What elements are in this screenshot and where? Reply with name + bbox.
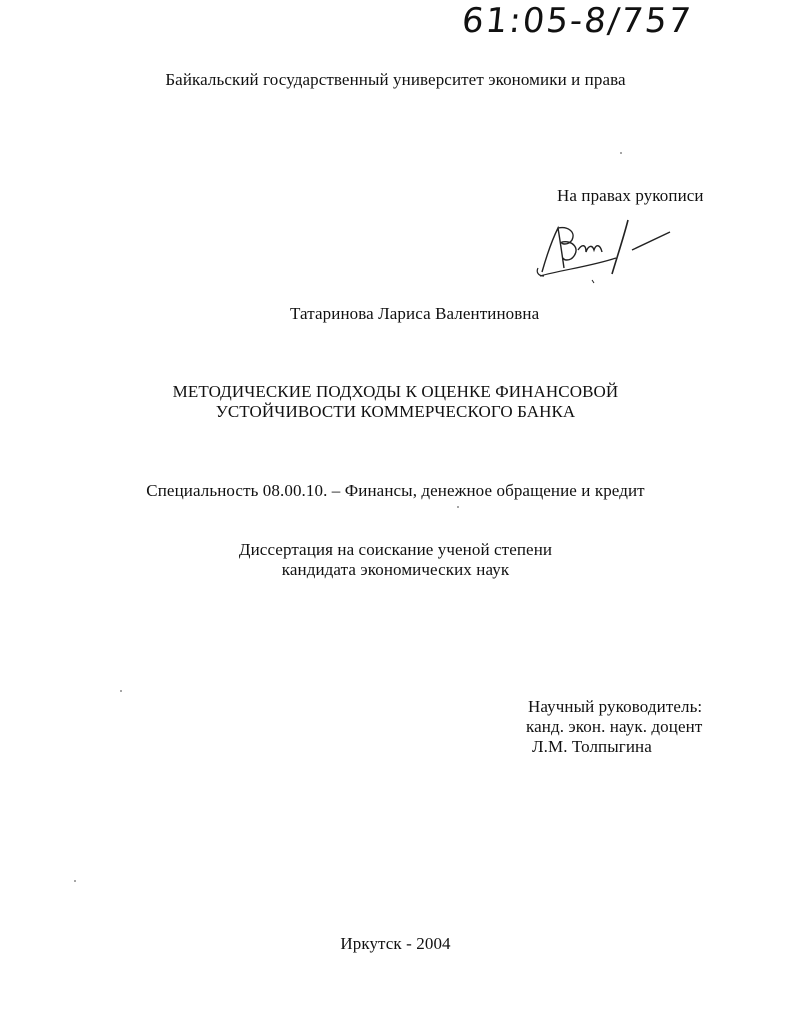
- supervisor-name: Л.М. Толпыгина: [532, 737, 652, 756]
- scan-speck: [120, 690, 122, 692]
- supervisor-label: Научный руководитель:: [528, 697, 703, 716]
- university-name: Байкальский государственный университет экономики и права: [165, 70, 626, 89]
- supervisor-title: канд. экон. наук. доцент: [526, 717, 703, 736]
- title-line-1: МЕТОДИЧЕСКИЕ ПОДХОДЫ К ОЦЕНКЕ ФИНАНСОВОЙ: [172, 382, 619, 401]
- title-line-2: УСТОЙЧИВОСТИ КОММЕРЧЕСКОГО БАНКА: [215, 402, 576, 421]
- archive-code: 61:05-8/757: [459, 1, 695, 41]
- degree-line-2: кандидата экономических наук: [281, 560, 510, 579]
- city-year: Иркутск - 2004: [340, 934, 451, 953]
- degree-line-1: Диссертация на соискание ученой степени: [238, 540, 553, 559]
- scan-speck: [620, 152, 622, 154]
- manuscript-rights: На правах рукописи: [557, 186, 704, 205]
- scan-speck: [74, 880, 76, 882]
- specialty: Специальность 08.00.10. – Финансы, денежное обращение и кредит: [146, 481, 645, 500]
- scan-speck: [457, 506, 459, 508]
- author-name: Татаринова Лариса Валентиновна: [290, 304, 540, 323]
- signature: [532, 210, 677, 285]
